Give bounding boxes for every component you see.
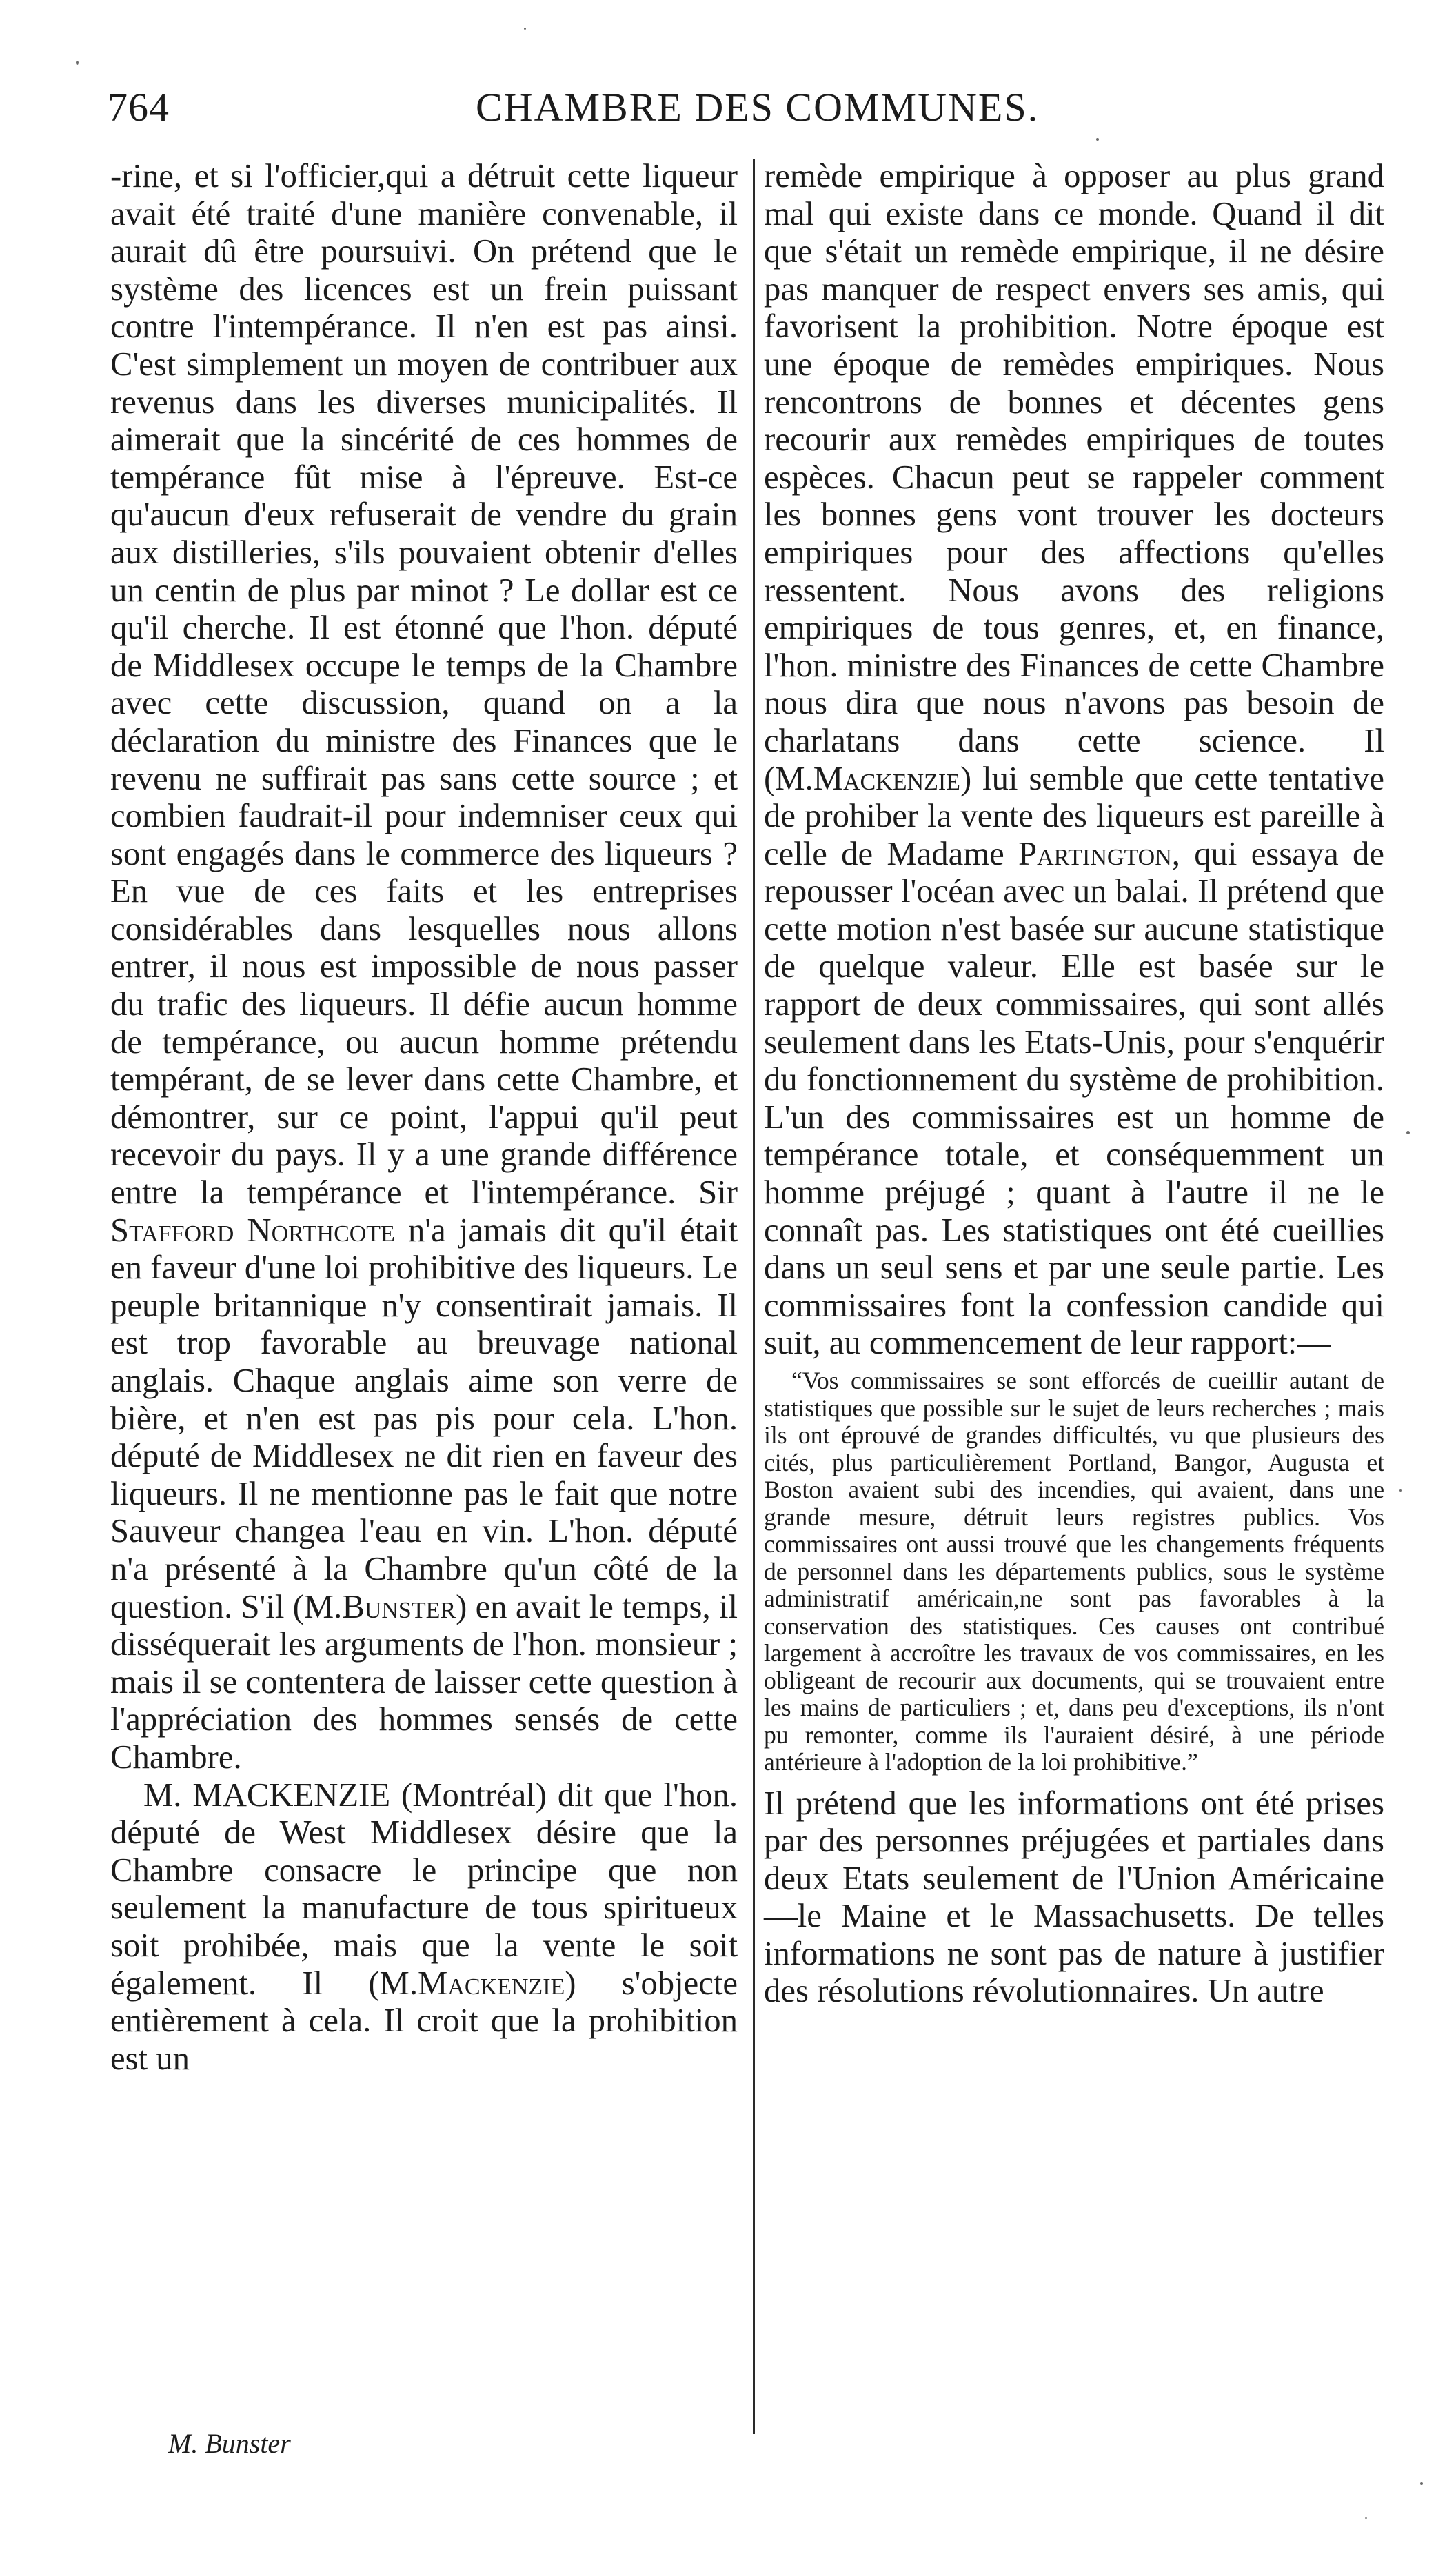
left-paragraph-1 [110,157,738,1776]
print-speck [76,61,79,65]
column-divider [753,159,755,2434]
left-paragraph-1c-text: ) en avait le temps, il disséquerait les arguments de l'hon. monsieur ; mais il se contentera de laisser cette question à l'appréciation des hommes sensés de cette Chambre. [110,1587,738,1776]
right-paragraph-1 [764,157,1384,1362]
print-speck [1096,138,1099,141]
report-quotation [764,1367,1384,1776]
left-paragraph-1-text: -rine, et si l'officier,qui a détruit cette liqueur avait été traité d'une manière convenable, il aurait dû être poursuivi. On prétend que le système des licences est un frein puissant contre l'intempérance. Il n'en est pas ainsi. C'est simplement un moyen de contribuer aux revenus dans les diverses municipalités. Il aimerait que la sincérité de ces hommes de tempérance fût mise à l'épreuve. Est-ce qu'aucun d'eux refuserait de vendre du grain aux distilleries, s'ils pouvaient obtenir d'elles un centin de plus par minot ? Le dollar est ce qu'il cherche. Il est étonné que l'hon. député de Middlesex occupe le temps de la Chambre avec cette discussion, quand on a la déclaration du ministre des Finances que le revenu ne suffirait pas sans cette source ; et combien faudrait-il pour indemniser ceux qui sont engagés dans le commerce des liqueurs ? En vue de ces faits et les entreprises considérables dans lesquelles nous allons entrer, il nous est impossible de nous passer du trafic des liqueurs. Il défie aucun homme de tempérance, ou aucun homme prétendu tempérant, de se lever dans cette Chambre, et démontrer, sur ce point, l'appui qu'il peut recevoir du pays. Il y a une grande différence entre la tempérance et l'intempérance. Sir [110,157,738,1212]
print-speck [1399,1489,1402,1492]
left-column [110,157,738,2077]
name-mackenzie-right: Mackenzie [813,759,960,797]
right-paragraph-1a-text: remède empirique à opposer au plus grand mal qui existe dans ce monde. Quand il dit que s'était un remède empirique, il ne désire pas manquer de respect envers ses amis, qui favorisent la prohibition. Notre époque est une époque de remèdes empiriques. Nous rencontrons de bonnes et décentes gens recourir aux remèdes empiriques de toutes espèces. Chacun peut se rappeler comment les bonnes gens vont trouver les docteurs empiriques pour des affections qu'elles ressentent. Nous avons des religions empiriques de tous genres, et, en finance, l'hon. ministre des Finances de cette Chambre nous dira que nous n'avons pas besoin de charlatans dans cette science. Il (M. [764,157,1384,797]
running-head: CHAMBRE DES COMMUNES. [476,85,1040,130]
right-column [764,157,1384,2010]
left-paragraph-2 [110,1776,738,2078]
right-paragraph-1c-text: , qui essaya de repousser l'océan avec un balai. Il prétend que cette motion n'est basée sur aucune statistique de quelque valeur. Elle est basée sur le rapport de deux commissaires, qui sont allés seulement dans les Etats-Unis, pour s'enquérir du fonctionnement du système de prohibition. L'un des commissaires est un homme de tempérance totale, et conséquemment un homme préjugé ; quant à l'autre il ne le connaît pas. Les statistiques ont été cueillies dans un seul sens et par une seule partie. Les commissaires font la confession candide qui suit, au commencement de leur rapport:— [764,834,1384,1362]
report-quotation-text: “Vos commissaires se sont efforcés de cueillir autant de statistiques que possible sur le sujet de leurs recherches ; mais ils ont éprouvé de grandes difficultés, vu que plusieurs des cités, plus particulièrement Portland, Bangor, Augusta et Boston avaient subi des incendies, qui avaient, dans une grande mesure, détruit leurs registres publics. Vos commissaires ont aussi trouvé que les changements fréquents de personnel dans les départements publics, sous le système administratif américain,ne sont pas favorables à la conservation des statistiques. Ces causes ont contribué largement à accroître les travaux de vos commissaires, en les obligeant de recourir aux documents, qui se trouvaient entre les mains de particuliers ; et, dans peu d'exceptions, ils n'ont pu remonter, comme ils l'auraient désiré, à une période antérieure à l'adoption de la loi prohibitive.” [764,1367,1384,1776]
name-partington: Partington [1018,834,1172,872]
print-speck [524,28,526,30]
name-stafford-northcote: Stafford Northcote [110,1211,395,1249]
footer-speaker-name: M. Bunster [168,2428,291,2459]
print-speck [1365,2517,1367,2519]
name-bunster: Bunster [342,1587,456,1625]
print-speck [1420,2482,1423,2485]
left-paragraph-1b-text: n'a jamais dit qu'il était en faveur d'une loi prohibitive des liqueurs. Le peuple britannique n'y consentirait jamais. Il est trop favorable au breuvage national anglais. Chaque anglais aime son verre de bière, et n'en est pas pis pour cela. L'hon. député de Middlesex ne dit rien en faveur des liqueurs. Il ne mentionne pas le fait que notre Sauveur changea l'eau en vin. L'hon. député n'a présenté à la Chambre qu'un côté de la question. S'il (M. [110,1211,738,1625]
name-mackenzie-left: Mackenzie [418,1964,565,2002]
right-paragraph-1b-text: ) lui semble que cette tentative de prohiber la vente des liqueurs est pareille à celle de Madame [764,759,1384,872]
page-number: 764 [108,85,170,130]
print-speck [1406,1131,1410,1134]
left-paragraph-2a-text: M. MACKENZIE (Montréal) dit que l'hon. député de West Middlesex désire que la Chambre consacre le principe que non seulement la manufacture de tous spiritueux soit prohibée, mais que la vente le soit également. Il (M. [110,1776,738,2002]
left-paragraph-2b-text: ) s'objecte entièrement à cela. Il croit que la prohibition est un [110,1964,738,2077]
right-paragraph-2: Il prétend que les informations ont été prises par des personnes préjugées et partiales dans deux Etats seulement de l'Union Américaine—le Maine et le Massachusetts. De telles informations ne sont pas de nature à justifier des résolutions révolutionnaires. Un autre [764,1784,1384,2010]
